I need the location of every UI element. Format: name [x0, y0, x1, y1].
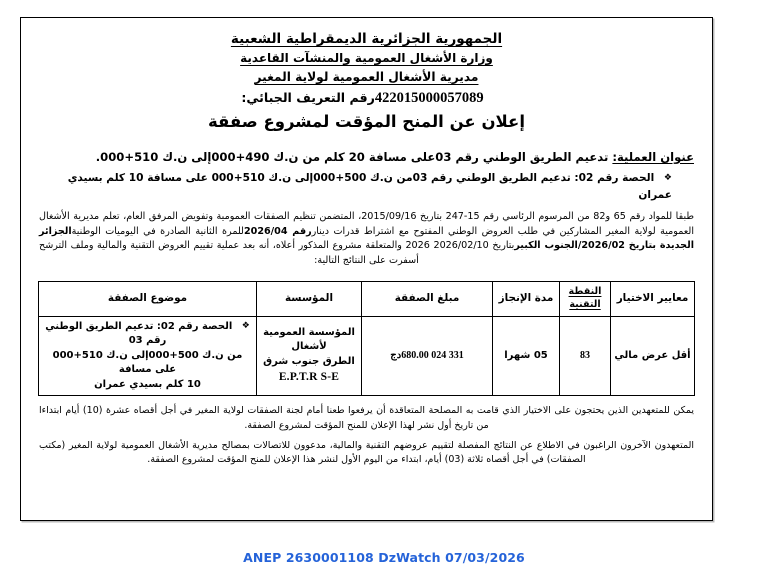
lot-text: الحصة رقم 02: تدعيم الطريق الوطني رقم 03من ن.ك 500+000إلى ن.ك 510+000 على مسافة 10 كلم بسيدي عمران [67, 172, 672, 201]
cell-subject-line-3: 10 كلم بسيدي عمران [94, 378, 201, 390]
debriefing-paragraph: المتعهدون الآخرون الراغبون في الاطلاع عن النتائج المفصلة لتقييم عروضهم التقنية والمالية، مدعوون للاتصالات بمصالح مديرية الأشغال العمومية لولاية المغير (مكتب الصفقات) في أجل أقصاه ثلاثة (03) أيام، ابتداء من اليوم الأول لنشر هذا الإعلان للمنح المؤقت لمشروع الصفقة. [39, 439, 694, 466]
cell-subject-text-1: الحصة رقم 02: تدعيم الطريق الوطني رقم 03 [45, 320, 233, 347]
tax-id-value: 422015000057089 [374, 89, 484, 106]
th-technical-points [560, 281, 611, 316]
th-technical-points-line-2: التقنية [569, 298, 601, 310]
anep-footer: ANEP 2630001108 DzWatch 07/03/2026 [243, 550, 525, 565]
legal-basis-part-3: بتاريخ 2026/02/10 2026 والمتعلقة مشروع المذكور أعلاه، أنه بعد عملية تقييم العروض التقنية والمالية وملف الترشح أسفرت على النتائج التالية: [39, 240, 515, 267]
cell-company [257, 316, 362, 396]
tax-id-label: رقم التعريف الجبائي: [241, 89, 375, 105]
th-company: المؤسسة [257, 281, 362, 316]
th-subject: موضوع الصفقة [39, 281, 257, 316]
diamond-bullet-icon: ❖ [663, 173, 672, 184]
cell-company-abbreviation: E.P.T.R S-E [278, 371, 340, 384]
cell-technical-points: 83 [560, 316, 611, 396]
page-content [21, 18, 712, 520]
cell-company-line-2: الطرق جنوب شرق [263, 355, 355, 367]
page-title: إعلان عن المنح المؤقت لمشروع صفقة [208, 111, 525, 131]
cell-subject-line-1 [42, 320, 253, 349]
table-header-row [39, 281, 695, 316]
appeal-paragraph: يمكن للمتعهدين الذين يحتجون على الاختيار الذي قامت به المصلحة المتعاقدة أن يرفعوا طعنا أمام لجنة الصفقات لولاية المغير في أجل أقصاه عشرة (10) أيام ابتداءا من تاريخ أول نشر لهذا الإعلان للمنح المؤقت لمشروع الصفقة. [39, 405, 694, 431]
intro-section [39, 149, 694, 204]
newspaper-one: الجزائر الجديدة بتاريخ 2026/02/ [39, 225, 694, 252]
header-ministry: وزارة الأشغال العمومية والمنشآت القاعدية [240, 51, 493, 66]
th-duration: مدة الإنجاز [493, 281, 560, 316]
operation-line [39, 149, 694, 167]
th-amount: مبلغ الصفقة [362, 281, 493, 316]
diamond-bullet-icon: ❖ [241, 320, 250, 331]
header-directorate: مديرية الأشغال العمومية لولاية المغير [254, 70, 479, 85]
cell-amount: 331 024 680.00دج [362, 316, 493, 396]
operation-text: تدعيم الطريق الوطني رقم 03على مسافة 20 كلم من ن.ك 490+000إلى ن.ك 510+000. [95, 149, 609, 164]
legal-basis-paragraph [39, 210, 694, 268]
table-row [39, 316, 695, 396]
th-selection-criteria: معايير الاختيار [611, 281, 695, 316]
results-table-wrapper [39, 281, 694, 397]
operation-label: عنوان العملية: [612, 149, 694, 164]
cell-subject [39, 316, 257, 396]
legal-basis-part-2: للمرة الثانية الصادرة في اليوميات الوطنية [71, 225, 244, 237]
tax-id-row [39, 90, 694, 107]
cell-subject-line-2: من ن.ك 500+000إلى ن.ك 510+000 على مسافة [52, 349, 243, 376]
results-table [38, 281, 695, 397]
cell-duration: 05 شهرا [493, 316, 560, 396]
cell-selection-criteria: أقل عرض مالي [611, 316, 695, 396]
document-header [39, 30, 694, 131]
tender-number: رقم 2026/04 [243, 225, 312, 237]
newspaper-two: الجنوب الكبير [514, 240, 578, 252]
th-technical-points-line-1: النقطة [568, 286, 602, 298]
document-page [20, 17, 713, 521]
cell-company-line-1: المؤسسة العمومية لأشغال [263, 326, 355, 353]
legal-basis-part-1: طبقا للمواد رقم 65 و82 من المرسوم الرئاسي رقم 15-247 بتاريخ 2015/09/16، المتضمن تنظيم الصفقات العمومية وتفويض المرفق العام، تعلم مديرية الأشغال العمومية لولاية المغير المشاركين في طلب العروض الوطني المفتوح مع اشتراط قدرات دينار [39, 211, 694, 237]
header-republic: الجمهورية الجزائرية الديمقراطية الشعبية [230, 31, 503, 47]
lot-line [39, 170, 694, 203]
